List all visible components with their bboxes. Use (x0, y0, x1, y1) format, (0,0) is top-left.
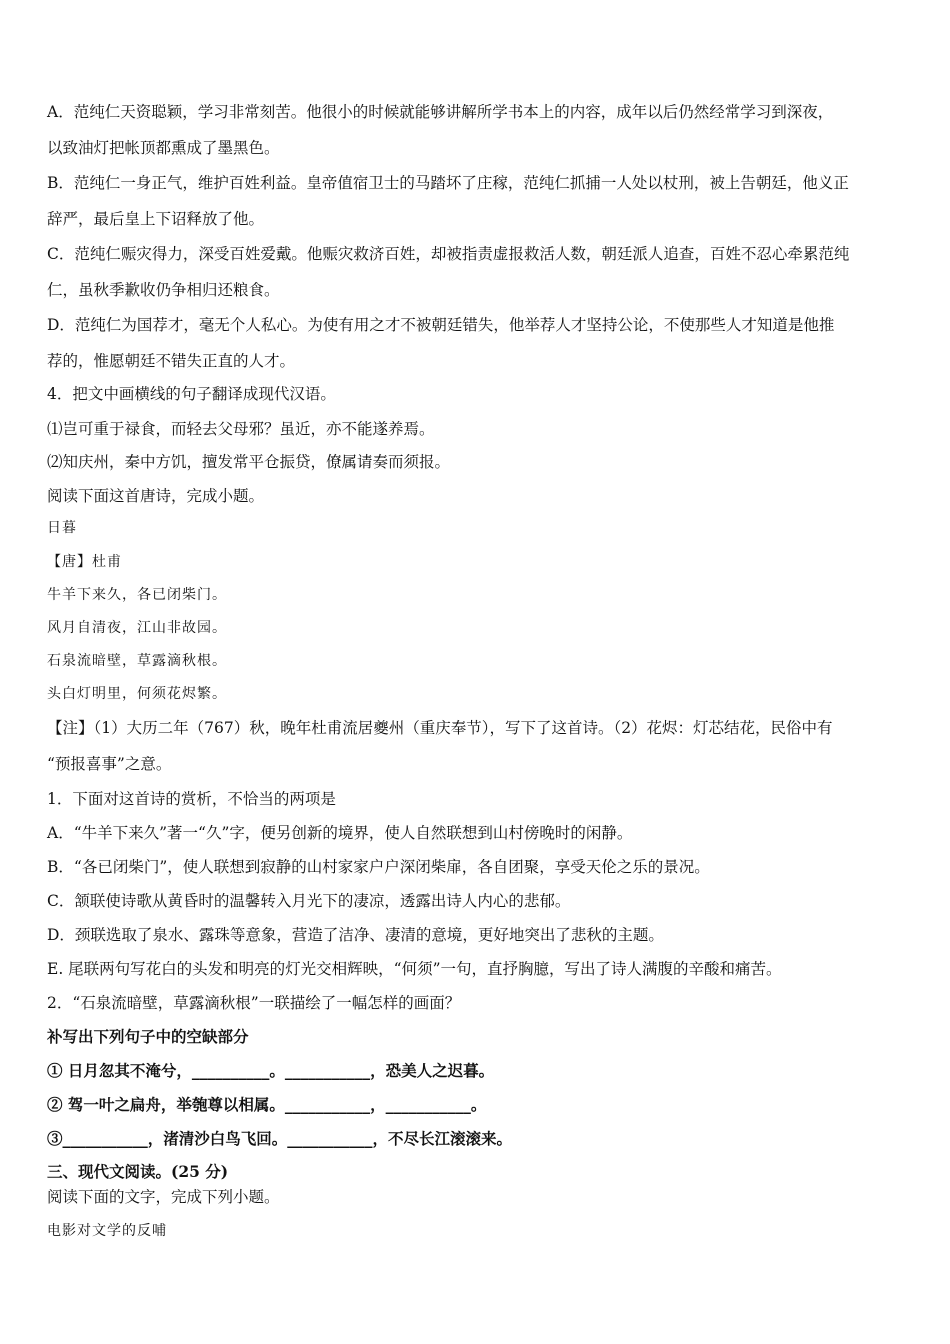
poem-line-1: 牛羊下来久，各已闭柴门。 (47, 587, 227, 603)
poem-note-line2: “预报喜事”之意。 (47, 755, 172, 773)
q4-sentence-2: ⑵知庆州，秦中方饥，擅发常平仓振贷，僚属请奏而须报。 (47, 453, 451, 471)
poem-q1-option-b: B．“各已闭柴门”，使人联想到寂静的山村家家户户深闭柴扉，各自团聚，享受天伦之乐的景况。 (47, 858, 710, 876)
q3-option-a-line2: 以致油灯把帐顶都熏成了墨黑色。 (47, 139, 280, 157)
section-3-intro: 阅读下面的文字，完成下列小题。 (47, 1188, 280, 1206)
article-title: 电影对文学的反哺 (47, 1223, 167, 1239)
q3-option-d-line2: 荐的，惟愿朝廷不错失正直的人才。 (47, 352, 296, 370)
poem-line-4: 头白灯明里，何须花烬繁。 (47, 686, 227, 702)
q3-option-b-line2: 辞严，最后皇上下诏释放了他。 (47, 210, 265, 228)
fill-blank-item-3: ③___________，渚清沙白鸟飞回。___________，不尽长江滚滚来。 (47, 1129, 513, 1148)
fill-blanks-heading: 补写出下列句子中的空缺部分 (47, 1027, 249, 1046)
poem-line-2: 风月自清夜，江山非故园。 (47, 620, 227, 636)
poem-q1-option-d: D．颈联选取了泉水、露珠等意象，营造了洁净、凄清的意境，更好地突出了悲秋的主题。 (47, 926, 664, 944)
q3-option-c-line2: 仁，虽秋季歉收仍争相归还粮食。 (47, 281, 280, 299)
poem-title: 日暮 (47, 520, 77, 536)
poem-intro: 阅读下面这首唐诗，完成小题。 (47, 487, 265, 505)
q3-option-d-line1: D．范纯仁为国荐才，毫无个人私心。为使有用之才不被朝廷错失，他举荐人才坚持公论，不使那些人才知道是他推 (47, 316, 835, 334)
q3-option-a-line1: A．范纯仁天资聪颖，学习非常刻苦。他很小的时候就能够讲解所学书本上的内容，成年以后仍然经常学习到深夜， (47, 103, 834, 121)
q3-option-c-line1: C．范纯仁赈灾得力，深受百姓爱戴。他赈灾救济百姓，却被指责虚报救活人数，朝廷派人追查，百姓不忍心牵累范纯 (47, 245, 850, 263)
poem-q2-prompt: 2．“石泉流暗壁，草露滴秋根”一联描绘了一幅怎样的画面？ (47, 994, 461, 1012)
fill-blank-item-2: ② 驾一叶之扁舟，举匏尊以相属。___________，___________。 (47, 1095, 487, 1114)
q3-option-b-line1: B．范纯仁一身正气，维护百姓利益。皇帝值宿卫士的马踏坏了庄稼，范纯仁抓捕一人处以杖刑，被上告朝廷，他义正 (47, 174, 849, 192)
poem-q1-option-a: A．“牛羊下来久”著一“久”字，便另创新的境界，使人自然联想到山村傍晚时的闲静。 (47, 824, 633, 842)
poem-q1-prompt: 1．下面对这首诗的赏析，不恰当的两项是 (47, 790, 336, 808)
q4-prompt: 4．把文中画横线的句子翻译成现代汉语。 (47, 385, 336, 403)
poem-line-3: 石泉流暗壁，草露滴秋根。 (47, 653, 227, 669)
section-3-heading: 三、现代文阅读。(25 分) (47, 1162, 229, 1181)
poem-note-line1: 【注】（1）大历二年（767）秋，晚年杜甫流居夔州（重庆奉节），写下了这首诗。（2）花烬：灯芯结花，民俗中有 (47, 719, 833, 737)
poem-author: 【唐】杜甫 (47, 554, 122, 570)
q4-sentence-1: ⑴岂可重于禄食，而轻去父母邪？虽近，亦不能遂养焉。 (47, 420, 435, 438)
fill-blank-item-1: ① 日月忽其不淹兮，__________。___________，恐美人之迟暮。 (47, 1061, 495, 1080)
poem-q1-option-c: C．颔联使诗歌从黄昏时的温馨转入月光下的凄凉，透露出诗人内心的悲郁。 (47, 892, 571, 910)
poem-q1-option-e: E. 尾联两句写花白的头发和明亮的灯光交相辉映，“何须”一句，直抒胸臆，写出了诗人满腹的辛酸和痛苦。 (47, 960, 782, 978)
